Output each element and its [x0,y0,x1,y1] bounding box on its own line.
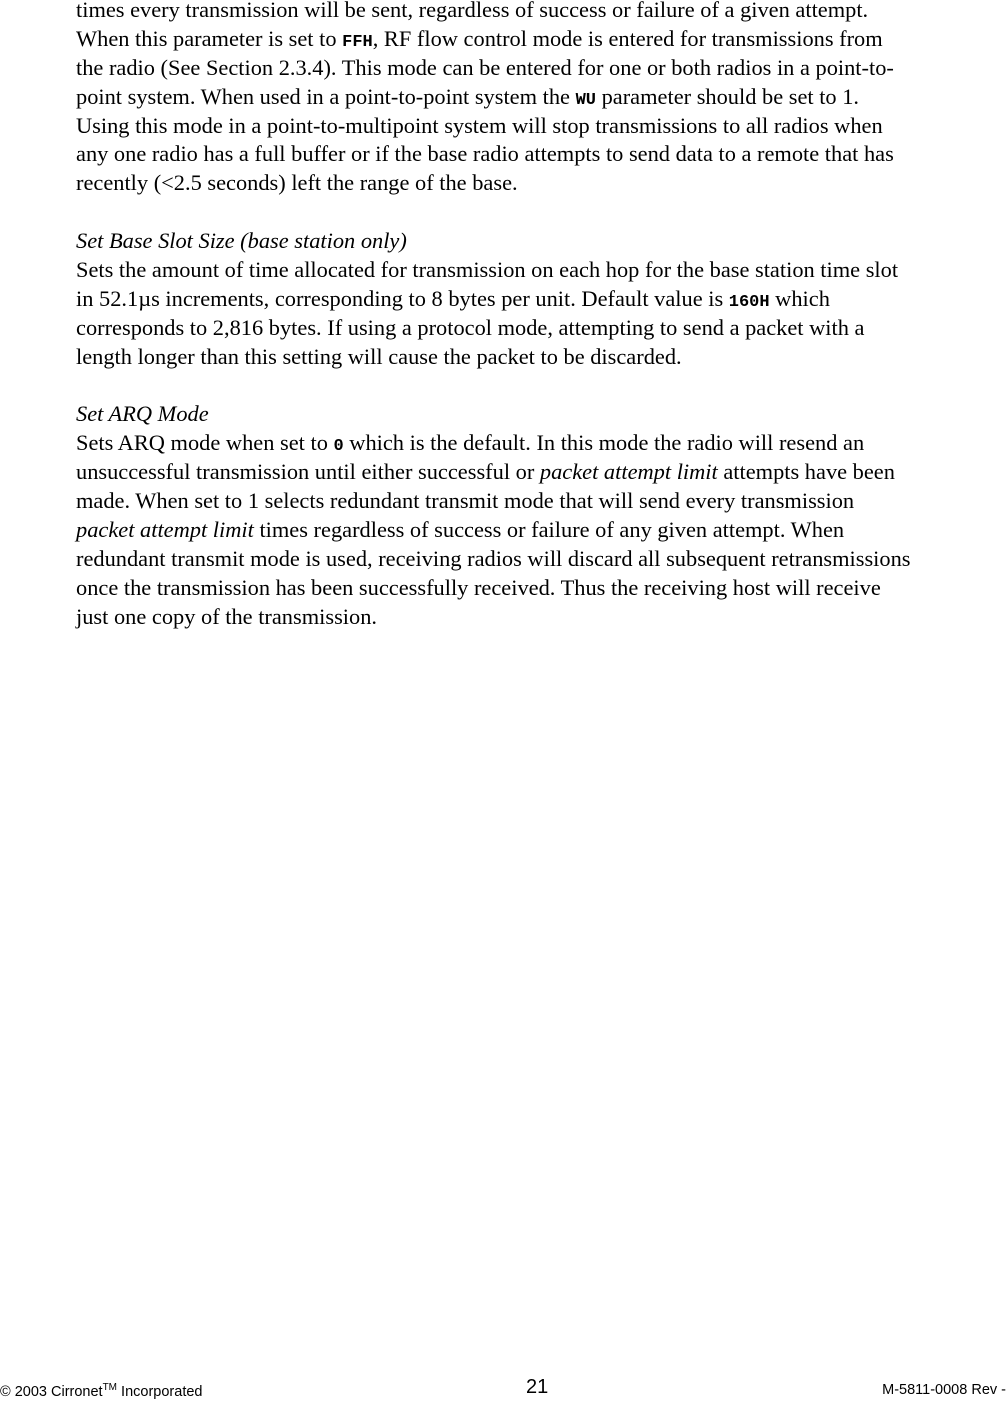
paragraph-spacer [76,198,1006,227]
text-line [76,83,1006,112]
text-line [76,54,1006,83]
copyright-text: Incorporated [117,1383,203,1400]
text-line [76,112,1006,141]
text-line [76,343,1006,372]
section-heading: Set Base Slot Size (base station only) [76,228,407,254]
text-line [76,603,1006,632]
paragraph-rf-flow-control [76,0,1006,198]
emphasis-text: packet attempt limit [539,459,718,485]
document-body [76,0,1006,632]
text: recently (<2.5 seconds) left the range of the base. [76,170,518,196]
text: parameter should be set to 1. [596,83,860,109]
emphasis-text: packet attempt limit [76,517,254,543]
text-line [76,140,1006,169]
text: Using this mode in a point-to-multipoint system will stop transmissions to all radios when [76,112,883,138]
text-line [76,0,1006,25]
code-value: WU [575,90,596,110]
text: When this parameter is set to [76,25,343,51]
text-line [76,429,1006,458]
text: which [769,285,830,311]
text: Sets ARQ mode when set to [76,430,334,456]
text: redundant transmit mode is used, receiving radios will discard all subsequent retransmissions [76,545,911,571]
copyright-text: © 2003 Cirronet [0,1383,103,1400]
text: corresponds to 2,816 bytes. If using a protocol mode, attempting to send a packet with a [76,314,865,340]
text-line [76,458,1006,487]
section-arq-mode [76,400,1006,631]
text-line [76,256,1006,285]
paragraph-spacer [76,372,1006,401]
text: made. When set to 1 selects redundant transmit mode that will send every transmission [76,488,855,514]
text-line [76,574,1006,603]
text: any one radio has a full buffer or if the base radio attempts to send data to a remote that has [76,141,894,167]
text: times every transmission will be sent, regardless of success or failure of a given attempt. [76,0,869,22]
text: which is the default. In this mode the radio will resend an [343,430,865,456]
text: point system. When used in a point-to-point system the [76,83,576,109]
code-value: FFH [342,32,373,52]
text-line [76,516,1006,545]
text-line [76,25,1006,54]
text-line [76,169,1006,198]
text-line [76,545,1006,574]
text: Sets the amount of time allocated for transmission on each hop for the base station time slot [76,257,899,283]
text-line [76,285,1006,314]
section-base-slot-size [76,227,1006,371]
text: times regardless of success or failure of any given attempt. When [253,517,845,543]
section-heading: Set ARQ Mode [76,401,209,427]
text-line [76,314,1006,343]
text: the radio (See Section 2.3.4). This mode can be entered for one or both radios in a point-to- [76,54,894,80]
text: just one copy of the transmission. [76,603,377,629]
text-line [76,487,1006,516]
text: , RF flow control mode is entered for transmissions from [372,25,883,51]
trademark-symbol: TM [102,1382,118,1393]
page-number: 21 [526,1376,549,1398]
copyright-notice [0,1382,202,1400]
text: attempts have been [717,459,895,485]
code-value: 160H [728,292,770,312]
text: in 52.1µs increments, corresponding to 8 bytes per unit. Default value is [76,285,729,311]
text: once the transmission has been successfully received. Thus the receiving host will receive [76,574,881,600]
document-id: M-5811-0008 Rev - [882,1382,1006,1398]
code-value: 0 [333,437,344,457]
text: length longer than this setting will cause the packet to be discarded. [76,343,682,369]
text: unsuccessful transmission until either successful or [76,459,540,485]
